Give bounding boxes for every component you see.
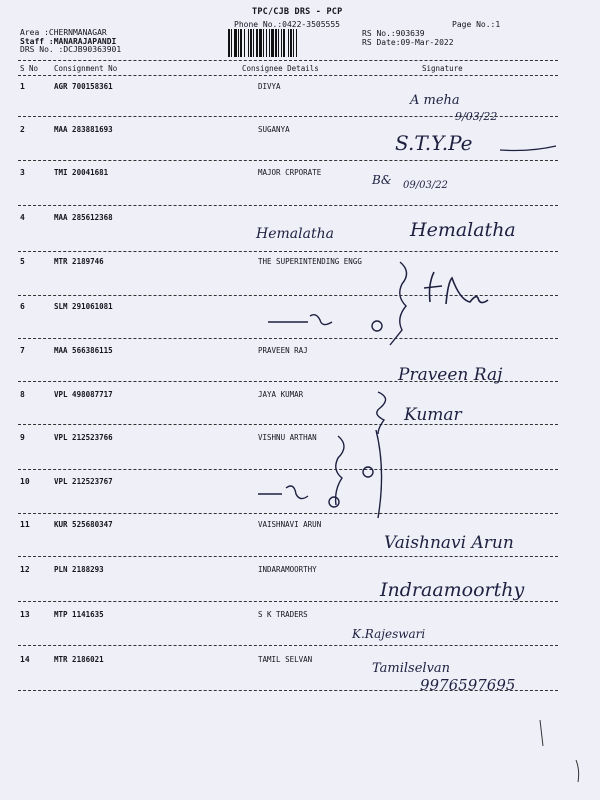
row-divider: [18, 556, 558, 557]
col-signature-header: Signature: [422, 64, 463, 73]
row-consignment: SLM 291061081: [54, 302, 113, 311]
row-divider: [18, 295, 558, 296]
row-consignment: TMI 20041681: [54, 168, 109, 177]
row-divider: [18, 690, 558, 691]
signature-row7: Praveen Raj: [398, 365, 503, 385]
signature-row13: K.Rajeswari: [352, 627, 426, 641]
row-divider: [18, 424, 558, 425]
row-divider: [18, 513, 558, 514]
handwritten-consignee-row4: Hemalatha: [256, 226, 334, 242]
row-consignment: VPL 212523766: [54, 433, 113, 442]
row-sno: 4: [20, 213, 25, 222]
row-sno: 12: [20, 565, 30, 574]
row-sno: 6: [20, 302, 25, 311]
signature-row8: Kumar: [404, 405, 462, 425]
row-divider: [18, 251, 558, 252]
row-consignment: MAA 566386115: [54, 346, 113, 355]
signature-row2-stroke: [500, 146, 556, 151]
row-consignment: VPL 498087717: [54, 390, 113, 399]
signature-row11: Vaishnavi Arun: [384, 533, 514, 553]
rs-date: RS Date:09-Mar-2022: [362, 38, 454, 47]
row-divider: [18, 645, 558, 646]
row-consignment: VPL 212523767: [54, 477, 113, 486]
row-consignee: SUGANYA: [258, 125, 290, 134]
row-consignment: MTR 2186021: [54, 655, 104, 664]
signature-row3-date: 09/03/22: [403, 180, 448, 191]
phone-number: Phone No.:0422-3505555: [234, 20, 340, 29]
row-divider: [18, 381, 558, 382]
row-consignment: AGR 700158361: [54, 82, 113, 91]
signature-row5-6: [424, 272, 488, 304]
brace-rows-9-10: [336, 436, 344, 505]
row-consignment: MTP 1141635: [54, 610, 104, 619]
row-consignee: VISHNU ARTHAN: [258, 433, 317, 442]
row-consignment: KUR 525680347: [54, 520, 113, 529]
signature-row12: Indraamoorthy: [380, 579, 525, 601]
row-sno: 13: [20, 610, 30, 619]
row-consignment: PLN 2188293: [54, 565, 104, 574]
row-consignee: S K TRADERS: [258, 610, 308, 619]
header-divider-bottom: [18, 75, 558, 76]
rs-number: RS No.:903639: [362, 29, 425, 38]
row-consignee: JAYA KUMAR: [258, 390, 304, 399]
area-label: Area :CHERNMANAGAR: [20, 28, 107, 37]
row-consignment: MAA 285612368: [54, 213, 113, 222]
row-divider: [18, 205, 558, 206]
row-consignment: MTR 2189746: [54, 257, 104, 266]
bracket-line: [376, 430, 382, 518]
stray-mark: [540, 720, 543, 746]
header-divider-top: [18, 60, 558, 61]
row-sno: 3: [20, 168, 25, 177]
row-sno: 5: [20, 257, 25, 266]
row-divider: [18, 160, 558, 161]
seal-mark-icon: [329, 497, 339, 507]
signature-row14-phone: 9976597695: [420, 676, 516, 694]
drs-number: DRS No. :DCJB90363901: [20, 45, 122, 54]
signature-row14: Tamilselvan: [372, 661, 451, 676]
row-divider: [18, 601, 558, 602]
row-sno: 9: [20, 433, 25, 442]
seal-mark-icon: [372, 321, 382, 331]
row-sno: 1: [20, 82, 25, 91]
row-consignee: TAMIL SELVAN: [258, 655, 313, 664]
page-number: Page No.:1: [452, 20, 501, 29]
row-divider: [18, 469, 558, 470]
signature-row1-date: 9/03/22: [455, 110, 498, 123]
row-consignee: DIVYA: [258, 82, 281, 91]
signature-row3: B&: [372, 173, 392, 187]
row-sno: 14: [20, 655, 30, 664]
row-consignee: INDARAMOORTHY: [258, 565, 317, 574]
scribble-row10: [258, 486, 308, 499]
signature-row1-name: A meha: [410, 93, 460, 108]
document-title: TPC/CJB DRS - PCP: [252, 7, 343, 17]
row-consignee: MAJOR CRPORATE: [258, 168, 322, 177]
signature-row2: S.T.Y.Pe: [395, 131, 473, 155]
row-consignee: VAISHNAVI ARUN: [258, 520, 322, 529]
row-consignee: PRAVEEN RAJ: [258, 346, 308, 355]
row-sno: 10: [20, 477, 30, 486]
brace-row8: [377, 392, 386, 434]
scribble-row6: [268, 315, 332, 325]
brace-rows-5-6: [390, 262, 407, 345]
barcode-bar: [297, 29, 300, 57]
barcode: [228, 29, 352, 57]
row-sno: 2: [20, 125, 25, 134]
staff-label: Staff :MANARAJAPANDI: [20, 37, 117, 46]
row-sno: 11: [20, 520, 30, 529]
row-consignee: THE SUPERINTENDING ENGG: [258, 257, 362, 266]
row-sno: 7: [20, 346, 25, 355]
row-divider: [18, 116, 558, 117]
row-divider: [18, 338, 558, 339]
signature-row4: Hemalatha: [410, 219, 516, 241]
stray-mark: [576, 760, 579, 782]
row-consignment: MAA 283881693: [54, 125, 113, 134]
col-sno-header: S No: [20, 64, 39, 73]
col-consignee-header: Consignee Details: [242, 64, 319, 73]
col-consignment-header: Consignment No: [54, 64, 118, 73]
row-sno: 8: [20, 390, 25, 399]
